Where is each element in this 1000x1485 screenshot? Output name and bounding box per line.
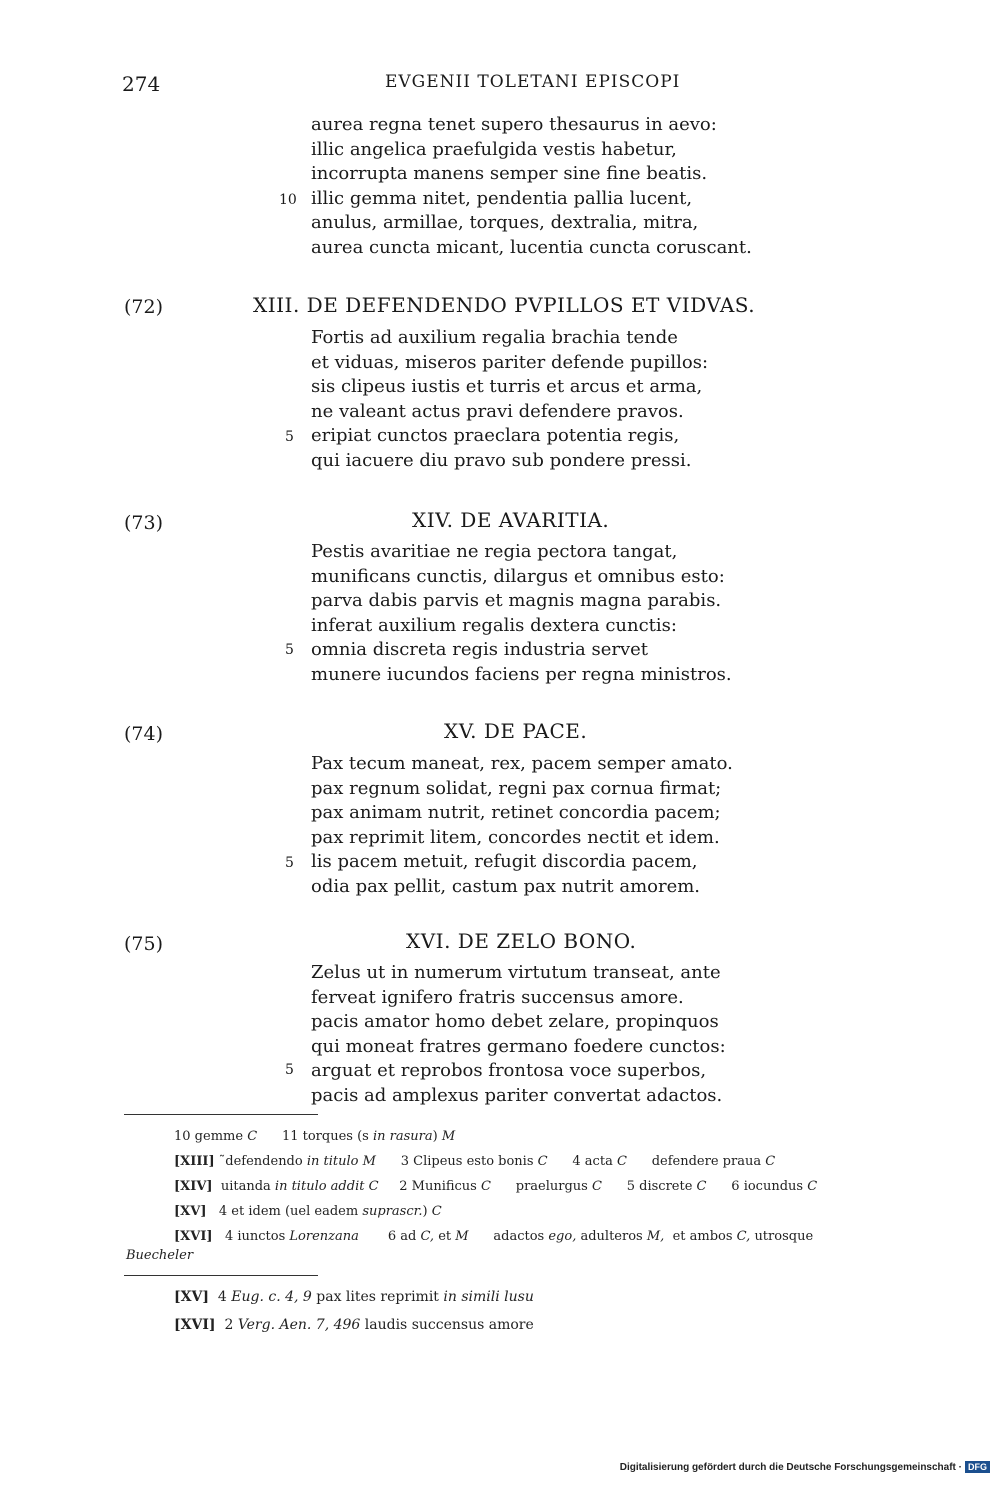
verse-line: pacis ad amplexus pariter convertat adactos. — [311, 1084, 723, 1106]
apparatus-note: [XIV] uitanda in titulo addit C 2 Munificus C praelurgus C 5 discrete C 6 iocundus C — [174, 1179, 818, 1194]
source-note: [XV] 4 Eug. c. 4, 9 pax lites reprimit in simili lusu — [174, 1289, 534, 1305]
verse-line: aurea regna tenet supero thesaurus in aevo: — [311, 114, 717, 135]
verse-block — [311, 326, 708, 473]
verse-line: ne valeant actus pravi defendere pravos. — [311, 400, 684, 422]
verse-line: anulus, armillae, torques, dextralia, mitra, — [311, 212, 699, 233]
line-number: 5 — [285, 429, 294, 445]
apparatus-note: 10 gemme C 11 torques (s in rasura) M — [174, 1129, 456, 1144]
verse-line: pacis amator homo debet zelare, propinquos — [311, 1011, 719, 1032]
source-note: [XVI] 2 Verg. Aen. 7, 496 laudis succensus amore — [174, 1317, 534, 1333]
verse-line: munere iucundos faciens per regna ministros. — [311, 663, 732, 685]
verse-line: munificans cunctis, dilargus et omnibus esto: — [311, 565, 725, 587]
section-number: (73) — [124, 512, 164, 534]
verse-line: ferveat ignifero fratris succensus amore. — [311, 986, 684, 1008]
verse-line: qui moneat fratres germano foedere cunctos: — [311, 1035, 726, 1057]
line-number: 10 — [279, 192, 297, 208]
verse-line: Zelus ut in numerum virtutum transeat, ante — [311, 962, 721, 983]
line-number: 5 — [285, 642, 294, 658]
verse-line: pax regnum solidat, regni pax cornua firmat; — [311, 777, 722, 799]
verse-line: pax animam nutrit, retinet concordia pacem; — [311, 802, 721, 823]
credit-text: Digitalisierung gefördert durch die Deutsche Forschungsgemeinschaft · — [619, 1461, 962, 1473]
footnote-rule — [124, 1114, 318, 1115]
verse-block-continuation — [311, 113, 752, 260]
verse-line: arguat et reprobos frontosa voce superbos, — [311, 1060, 707, 1081]
verse-block — [311, 961, 726, 1108]
section-number: (74) — [124, 723, 164, 745]
verse-line: et viduas, miseros pariter defende pupillos: — [311, 351, 709, 373]
apparatus-note: [XIII] ˜defendendo in titulo M 3 Clipeus esto bonis C 4 acta C defendere praua C — [174, 1154, 776, 1169]
apparatus-note: [XVI] 4 iunctos Lorenzana 6 ad C, et M adactos ego, adulteros M, et ambos C, utrosque — [174, 1229, 814, 1244]
verse-line: odia pax pellit, castum pax nutrit amorem. — [311, 875, 701, 897]
apparatus-note-continuation: Buecheler — [126, 1248, 194, 1263]
dfg-logo: DFG — [965, 1461, 990, 1473]
verse-line: lis pacem metuit, refugit discordia pacem, — [311, 851, 698, 872]
verse-line: parva dabis parvis et magnis magna parabis. — [311, 590, 722, 611]
verse-line: Pestis avaritiae ne regia pectora tangat, — [311, 541, 678, 562]
footnote-rule — [124, 1275, 318, 1276]
verse-line: pax reprimit litem, concordes nectit et idem. — [311, 826, 720, 848]
section-title: XIV. DE AVARITIA. — [412, 508, 610, 532]
apparatus-note: [XV] 4 et idem (uel eadem suprascr.) C — [174, 1204, 442, 1219]
section-number: (75) — [124, 933, 164, 955]
section-title: XIII. DE DEFENDENDO PVPILLOS ET VIDVAS. — [253, 293, 756, 317]
verse-block — [311, 752, 733, 899]
verse-line: Fortis ad auxilium regalia brachia tende — [311, 327, 678, 348]
section-title: XVI. DE ZELO BONO. — [406, 929, 637, 953]
verse-block — [311, 540, 732, 687]
section-title: XV. DE PACE. — [444, 719, 588, 743]
verse-line: illic angelica praefulgida vestis habetur, — [311, 138, 677, 160]
verse-line: sis clipeus iustis et turris et arcus et arma, — [311, 376, 703, 397]
verse-line: illic gemma nitet, pendentia pallia lucent, — [311, 187, 693, 209]
running-head: EVGENII TOLETANI EPISCOPI — [385, 72, 681, 92]
digitization-credit — [620, 1461, 990, 1473]
section-number: (72) — [124, 296, 164, 318]
verse-line: eripiat cunctos praeclara potentia regis, — [311, 425, 680, 446]
line-number: 5 — [285, 855, 294, 871]
verse-line: aurea cuncta micant, lucentia cuncta coruscant. — [311, 236, 752, 258]
verse-line: inferat auxilium regalis dextera cunctis: — [311, 614, 677, 636]
verse-line: Pax tecum maneat, rex, pacem semper amato. — [311, 753, 733, 774]
line-number: 5 — [285, 1062, 294, 1078]
verse-line: qui iacuere diu pravo sub pondere pressi. — [311, 449, 692, 471]
verse-line: omnia discreta regis industria servet — [311, 639, 649, 660]
page-number: 274 — [122, 72, 161, 96]
verse-line: incorrupta manens semper sine fine beatis. — [311, 163, 708, 184]
